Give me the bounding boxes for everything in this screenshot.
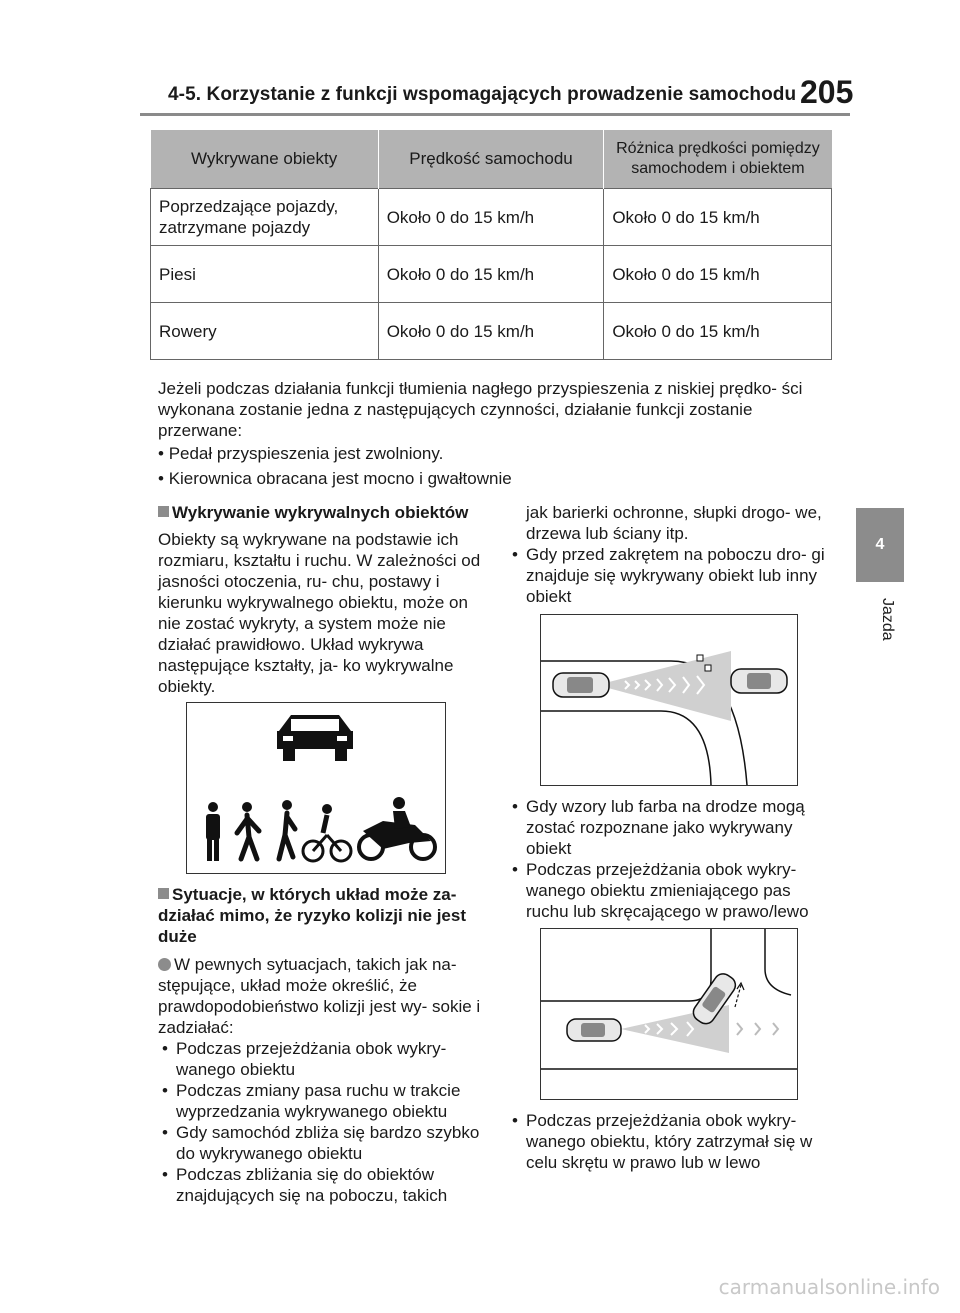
speed-table: [150, 130, 832, 360]
own-car-icon: [567, 1019, 621, 1041]
lane-change-figure: [540, 928, 798, 1100]
list-item: • Gdy wzory lub farba na drodze mogą zostać rozpoznane jako wykrywany obiekt: [512, 797, 805, 858]
table-cell: Około 0 do 15 km/h: [378, 303, 604, 360]
curve-scene-figure: [540, 614, 798, 786]
intro-text: Jeżeli podczas działania funkcji tłumienia nagłego przyspieszenia z niskiej prędko- ści wykonana zostanie jedna z następujących czynności, działanie funkcji zostanie przerwane:: [158, 379, 803, 440]
circle-bullet-icon: [158, 958, 171, 971]
table-cell: Około 0 do 15 km/h: [378, 246, 604, 303]
left-column-lower: [158, 884, 482, 1206]
table-header: Wykrywane obiekty: [151, 130, 379, 189]
table-cell: Piesi: [151, 246, 379, 303]
turning-car-icon: [690, 970, 739, 1027]
right-column-bottom: [508, 1110, 832, 1173]
table-cell: Rowery: [151, 303, 379, 360]
chapter-tab-label: Jazda: [879, 598, 896, 641]
detectable-objects-figure: [186, 702, 446, 874]
list-item: • Podczas przejeżdżania obok wykry- wanego obiektu zmieniającego pas ruchu lub skręcającego w prawo/lewo: [512, 860, 809, 921]
chapter-tab: [856, 508, 904, 582]
list-item: • Gdy samochód zbliża się bardzo szybko do wykrywanego obiektu: [162, 1123, 480, 1163]
detectable-objects-illustration: [187, 703, 445, 873]
list-item: • Podczas zbliżania się do obiektów znajdujących się na poboczu, takich: [162, 1165, 448, 1205]
intro-bullet-text: Kierownica obracana jest mocno i gwałtownie: [168, 469, 512, 488]
intro-bullet: • Pedał przyspieszenia jest zwolniony.: [158, 444, 444, 463]
list-item: • Gdy przed zakrętem na poboczu dro- gi znajduje się wykrywany obiekt lub inny obiekt: [512, 545, 825, 606]
table-header: Prędkość samochodu: [378, 130, 604, 189]
left-column: [158, 502, 482, 697]
oncoming-car-icon: [731, 669, 787, 693]
table-cell: Około 0 do 15 km/h: [604, 303, 832, 360]
header-divider: [140, 113, 850, 116]
list-item: • Podczas przejeżdżania obok wykry- wanego obiektu: [162, 1039, 447, 1079]
pedestrian-icon: [206, 802, 220, 861]
list-item: • Podczas zmiany pasa ruchu w trakcie wyprzedzania wykrywanego obiektu: [162, 1081, 461, 1121]
square-bullet-icon: [158, 506, 169, 517]
table-cell: Około 0 do 15 km/h: [378, 189, 604, 246]
table-cell: Około 0 do 15 km/h: [604, 189, 832, 246]
section-text: Obiekty są wykrywane na podstawie ich rozmiaru, kształtu i ruchu. W zależności od jasności otoczenia, ru- chu, postawy i kierunku wykrywalnego obiektu, może on nie zostać wykryty, a system może nie działać prawidłowo. Układ wykrywa następujące kształty, ja- ko wykrywalne obiekty.: [158, 530, 481, 696]
chapter-title: 4-5. Korzystanie z funkcji wspomagających prowadzenie samochodu: [168, 84, 797, 105]
chapter-tab-number: 4: [875, 536, 885, 553]
curve-scene-illustration: [541, 615, 797, 785]
cyclist-icon: [303, 804, 351, 861]
table-cell: Poprzedzające pojazdy, zatrzymane pojazdy: [151, 189, 379, 246]
list-item: • Podczas przejeżdżania obok wykry- wanego obiektu, który zatrzymał się w celu skrętu w prawo lub w lewo: [512, 1111, 813, 1172]
section-lead: W pewnych sytuacjach, takich jak na- stępujące, układ może określić, że prawdopodobieństwo kolizji jest wy- sokie i zadziałać:: [158, 955, 481, 1037]
distant-chevrons: [737, 1023, 778, 1035]
square-bullet-icon: [158, 888, 169, 899]
turn-arrow-icon: [735, 983, 744, 1007]
page-number: 205: [800, 74, 854, 110]
table-cell: Około 0 do 15 km/h: [604, 246, 832, 303]
right-column-middle: [508, 796, 832, 922]
person-icon: [279, 800, 295, 859]
own-car-icon: [553, 673, 609, 697]
car-icon: [277, 715, 353, 761]
intro-bullet-text: Pedał przyspieszenia jest zwolniony.: [168, 444, 444, 463]
continuation-text: jak barierki ochronne, słupki drogo- we, drzewa lub ściany itp.: [526, 503, 822, 543]
walking-pedestrian-icon: [237, 802, 259, 859]
section-heading: Wykrywanie wykrywalnych obiektów: [158, 502, 482, 523]
intro-bullet: • Kierownica obracana jest mocno i gwałtownie: [158, 469, 512, 488]
right-column: [508, 502, 832, 607]
section-heading: Sytuacje, w których układ może za- działać mimo, że ryzyko kolizji nie jest duże: [158, 885, 467, 946]
watermark: carmanualsonline.info: [718, 1275, 940, 1299]
table-header: Różnica prędkości pomiędzy samochodem i obiektem: [604, 130, 832, 189]
motorcycle-icon: [359, 797, 435, 859]
lane-change-illustration: [541, 929, 797, 1099]
